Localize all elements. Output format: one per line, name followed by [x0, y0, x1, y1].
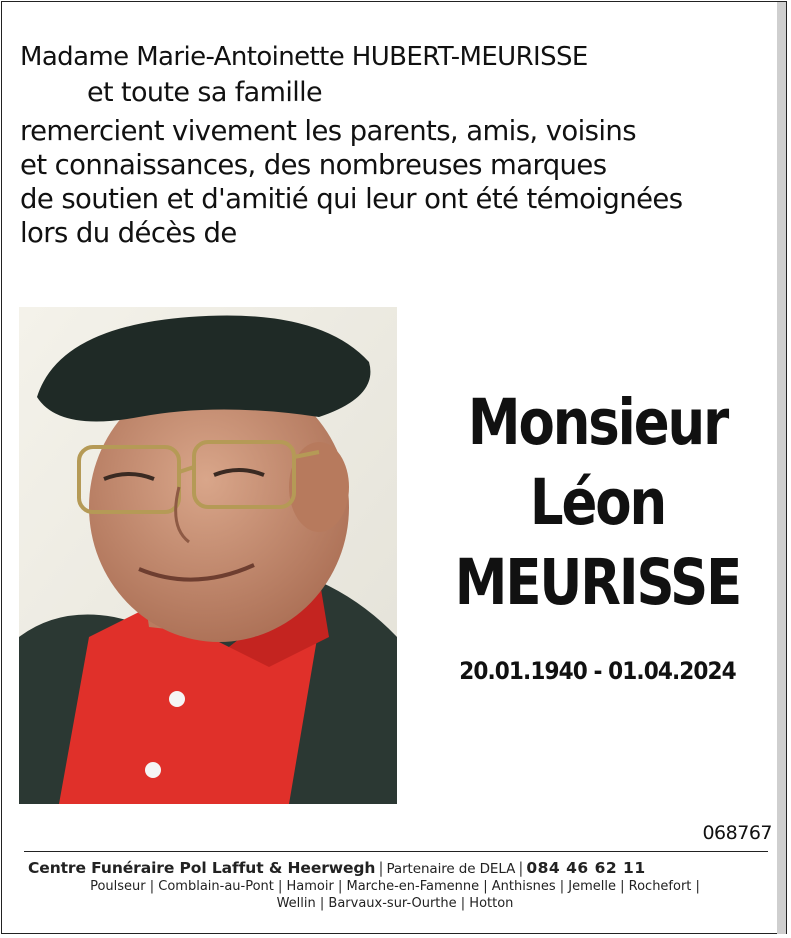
message-line: remercient vivement les parents, amis, voisins: [20, 115, 636, 147]
shirt-button: [169, 691, 185, 707]
life-dates: 20.01.1940 - 01.04.2024: [459, 657, 736, 685]
funeral-home-line: [28, 859, 768, 877]
deceased-name: [432, 383, 764, 623]
locations-line: Poulseur | Comblain-au-Pont | Hamoir | Marche-en-Famenne | Anthisnes | Jemelle | Rochefort |: [90, 879, 700, 894]
message-line: et connaissances, des nombreuses marques: [20, 149, 607, 181]
message-line: lors du décès de: [20, 217, 237, 249]
reference-number: 068767: [702, 822, 772, 844]
message-line: de soutien et d'amitié qui leur ont été témoignées: [20, 183, 683, 215]
deceased-first-name: Léon: [529, 466, 666, 539]
thanks-message: [20, 114, 780, 250]
portrait-photo: [19, 307, 397, 804]
separator: |: [518, 859, 524, 877]
locations-list: [20, 878, 770, 912]
intro-text: [20, 40, 780, 250]
family-head-name: Madame Marie-Antoinette HUBERT-MEURISSE: [20, 42, 588, 72]
phone-number: 084 46 62 11: [526, 859, 646, 877]
footer-divider: [24, 851, 768, 852]
funeral-home-name: Centre Funéraire Pol Laffut & Heerwegh: [28, 859, 376, 877]
shirt-button: [145, 762, 161, 778]
partner-text: Partenaire de DELA: [386, 861, 516, 877]
separator: |: [378, 859, 384, 877]
portrait-illustration: [19, 307, 397, 804]
locations-line: Wellin | Barvaux-sur-Ourthe | Hotton: [276, 896, 514, 911]
family-line: et toute sa famille: [87, 77, 323, 108]
deceased-last-name: MEURISSE: [454, 546, 741, 619]
deceased-title: Monsieur: [467, 386, 728, 459]
